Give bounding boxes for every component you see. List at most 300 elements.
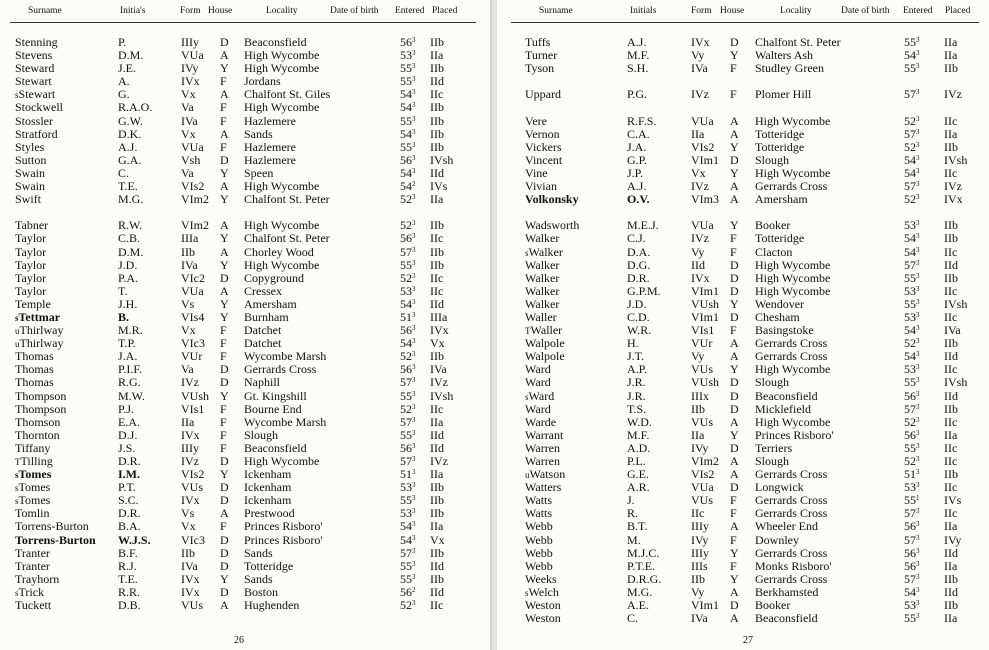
house-cell: A bbox=[220, 506, 229, 521]
status-prefix: u bbox=[525, 470, 530, 481]
entered-term: 3 bbox=[412, 402, 416, 411]
placed-cell: IId bbox=[430, 296, 444, 311]
surname-cell bbox=[15, 115, 53, 128]
entered-cell bbox=[400, 363, 416, 376]
locality-cell: Gt. Kingshill bbox=[244, 388, 307, 403]
placed-cell: IIb bbox=[430, 218, 444, 233]
locality-cell: Gerrards Cross bbox=[755, 493, 828, 508]
entered-cell bbox=[904, 298, 920, 311]
entered-term: 3 bbox=[412, 572, 416, 581]
entered-year: 54 bbox=[904, 231, 916, 246]
entered-term: 3 bbox=[916, 140, 920, 149]
status-prefix: s bbox=[15, 496, 19, 507]
placed-cell: IIa bbox=[944, 35, 958, 49]
initials-cell: C. bbox=[118, 165, 130, 180]
locality-cell: Wheeler End bbox=[755, 519, 818, 534]
placed-cell: IIa bbox=[430, 467, 444, 482]
house-cell: A bbox=[730, 113, 739, 128]
entered-term: 3 bbox=[412, 389, 416, 398]
locality-cell: Hughenden bbox=[244, 598, 300, 613]
initials-cell: R.J. bbox=[118, 558, 137, 573]
header-locality: Locality bbox=[266, 6, 298, 16]
placed-cell: IIb bbox=[944, 401, 958, 416]
initials-cell: W.R. bbox=[627, 323, 652, 338]
form-cell: IVz bbox=[691, 87, 709, 102]
placed-cell: IIc bbox=[430, 87, 444, 102]
placed-cell: IIb bbox=[944, 571, 958, 586]
surname-cell bbox=[15, 285, 46, 298]
initials-cell: J.D. bbox=[118, 257, 138, 272]
list-item bbox=[0, 141, 492, 154]
house-cell: F bbox=[220, 74, 227, 89]
house-cell: D bbox=[220, 375, 229, 390]
surname-text: Thomas bbox=[15, 362, 54, 377]
form-cell: IIIs bbox=[691, 558, 708, 573]
left-page bbox=[0, 0, 492, 650]
entered-year: 53 bbox=[904, 218, 916, 233]
form-cell: VIm1 bbox=[691, 283, 719, 298]
surname-text: Weeks bbox=[525, 571, 557, 586]
initials-cell: D.R. bbox=[118, 506, 141, 521]
surname-text: Walker bbox=[528, 244, 563, 259]
entered-year: 54 bbox=[400, 179, 412, 194]
locality-cell: Studley Green bbox=[755, 61, 824, 76]
form-cell: VIm1 bbox=[691, 309, 719, 324]
entered-year: 55 bbox=[904, 375, 916, 390]
entered-term: 3 bbox=[916, 49, 920, 58]
house-cell: D bbox=[220, 545, 229, 560]
surname-text: Vivian bbox=[525, 179, 557, 194]
entered-cell bbox=[400, 350, 416, 363]
surname-cell bbox=[525, 534, 553, 547]
initials-cell: C.D. bbox=[627, 309, 650, 324]
surname-cell bbox=[15, 62, 54, 75]
surname-text: Warren bbox=[525, 440, 561, 455]
form-cell: VIm2 bbox=[691, 454, 719, 468]
surname-text: Tabner bbox=[15, 218, 49, 233]
surname-text: Webb bbox=[525, 558, 553, 573]
form-cell: IIc bbox=[691, 506, 705, 521]
form-cell: IVz bbox=[691, 231, 709, 246]
initials-cell: P.T.E. bbox=[627, 558, 656, 573]
initials-cell: W.J.S. bbox=[118, 532, 151, 547]
status-prefix: s bbox=[15, 312, 19, 323]
list-item bbox=[0, 547, 492, 560]
form-cell: IIb bbox=[181, 545, 195, 560]
header-dob: Date of birth bbox=[330, 6, 379, 16]
status-prefix: s bbox=[15, 483, 19, 494]
house-cell: Y bbox=[730, 571, 739, 586]
entered-year: 54 bbox=[400, 165, 412, 180]
initials-cell: B.T. bbox=[627, 519, 648, 534]
entered-cell bbox=[904, 324, 920, 337]
house-cell: Y bbox=[220, 61, 229, 76]
house-cell: Y bbox=[220, 192, 229, 207]
form-cell: IIIa bbox=[181, 231, 199, 246]
surname-text: Tilling bbox=[20, 454, 53, 468]
locality-cell: Beaconsfield bbox=[755, 388, 818, 403]
entered-cell bbox=[904, 350, 920, 363]
initials-cell: J.H. bbox=[118, 296, 138, 311]
form-cell: IIb bbox=[691, 571, 705, 586]
surname-text: Thirlway bbox=[19, 323, 64, 338]
initials-cell: M.R. bbox=[118, 323, 143, 338]
form-cell: IIa bbox=[691, 427, 705, 442]
form-cell: IVx bbox=[181, 571, 200, 586]
house-cell: Y bbox=[220, 257, 229, 272]
status-prefix: s bbox=[15, 470, 19, 481]
placed-cell: IVa bbox=[944, 323, 961, 338]
house-cell: D bbox=[220, 454, 229, 468]
locality-cell: High Wycombe bbox=[755, 113, 831, 128]
form-cell: Vy bbox=[691, 349, 705, 364]
house-cell: A bbox=[220, 48, 229, 63]
locality-cell: Datchet bbox=[244, 323, 282, 338]
surname-cell bbox=[15, 128, 58, 141]
status-prefix: T bbox=[525, 326, 531, 337]
locality-cell: High Wycombe bbox=[755, 165, 831, 180]
house-cell: F bbox=[220, 336, 227, 351]
locality-cell: Gerrards Cross bbox=[755, 506, 828, 521]
entered-cell bbox=[904, 507, 920, 520]
entered-term: 3 bbox=[916, 324, 920, 333]
surname-text: Trick bbox=[18, 584, 45, 599]
initials-cell: M.W. bbox=[118, 388, 145, 403]
initials-cell: A.E. bbox=[627, 598, 649, 613]
entered-year: 55 bbox=[400, 113, 412, 128]
locality-cell: Booker bbox=[755, 218, 791, 233]
placed-cell: IIb bbox=[430, 61, 444, 76]
surname-cell bbox=[525, 219, 579, 232]
header-rule bbox=[10, 22, 476, 23]
form-cell: Vs bbox=[181, 296, 195, 311]
house-cell: Y bbox=[730, 165, 739, 180]
surname-cell bbox=[15, 101, 63, 114]
initials-cell: M.F. bbox=[627, 48, 650, 63]
initials-cell: S.C. bbox=[118, 493, 139, 508]
placed-cell: IIa bbox=[430, 48, 444, 63]
locality-cell: Gerrards Cross bbox=[755, 545, 828, 560]
surname-text: Trayhorn bbox=[15, 571, 60, 586]
initials-cell: T. bbox=[118, 283, 128, 298]
entered-year: 56 bbox=[400, 362, 412, 377]
surname-text: Walker bbox=[525, 257, 560, 272]
surname-text: Taylor bbox=[15, 244, 47, 259]
header-placed: Placed bbox=[945, 6, 971, 16]
form-cell: VIm1 bbox=[691, 598, 719, 613]
entered-cell bbox=[400, 468, 416, 481]
entered-cell bbox=[400, 154, 416, 167]
placed-cell: IIc bbox=[944, 506, 958, 521]
locality-cell: Chalfont St. Peter bbox=[244, 231, 330, 246]
locality-cell: Gerrards Cross bbox=[755, 336, 828, 351]
entered-year: 57 bbox=[400, 545, 412, 560]
locality-cell: Slough bbox=[755, 152, 790, 167]
surname-text: Tomes bbox=[18, 467, 52, 482]
surname-cell bbox=[525, 141, 562, 154]
surname-cell bbox=[525, 36, 550, 49]
house-cell: Y bbox=[730, 545, 739, 560]
form-cell: Vx bbox=[181, 87, 196, 102]
initials-cell: C.A. bbox=[627, 126, 650, 141]
surname-text: Tiffany bbox=[15, 440, 51, 455]
house-cell: D bbox=[730, 401, 739, 416]
house-cell: A bbox=[730, 611, 739, 626]
entered-cell bbox=[904, 429, 920, 442]
locality-cell: High Wycombe bbox=[755, 283, 831, 298]
placed-cell: IIb bbox=[944, 598, 958, 613]
form-cell: VIc3 bbox=[181, 532, 205, 547]
entered-term: 3 bbox=[916, 572, 920, 581]
list-item bbox=[497, 193, 989, 206]
entered-term: 3 bbox=[412, 533, 416, 542]
header-house: House bbox=[208, 6, 233, 16]
house-cell: A bbox=[730, 454, 739, 468]
form-cell: VUsh bbox=[691, 375, 720, 390]
entered-cell bbox=[904, 232, 920, 245]
initials-cell: P.T. bbox=[118, 480, 136, 495]
surname-text: Thomson bbox=[15, 414, 61, 429]
surname-cell bbox=[525, 272, 559, 285]
locality-cell: Walters Ash bbox=[755, 48, 814, 63]
form-cell: IIIx bbox=[691, 388, 709, 403]
entered-cell bbox=[904, 219, 920, 232]
form-cell: IVy bbox=[691, 532, 709, 547]
surname-text: Ward bbox=[525, 362, 551, 377]
entered-cell bbox=[400, 298, 416, 311]
entered-term: 3 bbox=[412, 363, 416, 372]
entered-year: 54 bbox=[904, 584, 916, 599]
initials-cell: D.G. bbox=[627, 257, 651, 272]
entered-term: 3 bbox=[916, 389, 920, 398]
house-cell: F bbox=[220, 519, 227, 534]
header-initials: Initials bbox=[630, 6, 657, 16]
entered-year: 56 bbox=[400, 440, 412, 455]
placed-cell: IIc bbox=[430, 270, 444, 285]
surname-text: Tomes bbox=[18, 493, 51, 508]
placed-cell: IIb bbox=[430, 113, 444, 128]
initials-cell: S.H. bbox=[627, 61, 649, 76]
placed-cell: IIb bbox=[430, 139, 444, 154]
list-item bbox=[0, 403, 492, 416]
initials-cell: J. bbox=[627, 493, 635, 508]
entered-cell bbox=[400, 285, 416, 298]
header-dob: Date of birth bbox=[841, 6, 890, 16]
entered-cell bbox=[904, 259, 920, 272]
surname-cell bbox=[15, 219, 48, 232]
header-surname: Surname bbox=[539, 6, 573, 16]
entered-year: 57 bbox=[904, 126, 916, 141]
initials-cell: B.F. bbox=[118, 545, 138, 560]
form-cell: Vy bbox=[691, 48, 705, 63]
house-cell: A bbox=[730, 414, 739, 429]
house-cell: F bbox=[730, 323, 737, 338]
locality-cell: Chalfont St. Peter bbox=[755, 35, 841, 49]
surname-text: Thompson bbox=[15, 401, 67, 416]
entered-term: 3 bbox=[916, 507, 920, 516]
locality-cell: Totteridge bbox=[755, 126, 805, 141]
placed-cell: IId bbox=[430, 440, 444, 455]
form-cell: IIIy bbox=[181, 440, 199, 455]
locality-cell: Chesham bbox=[755, 309, 800, 324]
initials-cell: D.B. bbox=[118, 598, 141, 613]
form-cell: IVx bbox=[181, 584, 200, 599]
entered-term: 3 bbox=[916, 402, 920, 411]
initials-cell: B. bbox=[118, 309, 130, 324]
entered-term: 3 bbox=[412, 193, 416, 202]
surname-cell bbox=[525, 363, 551, 376]
surname-text: Torrens-Burton bbox=[15, 532, 96, 547]
initials-cell: R. bbox=[627, 506, 639, 521]
entered-cell bbox=[904, 180, 920, 193]
surname-cell bbox=[525, 442, 560, 455]
entered-cell bbox=[400, 232, 416, 245]
placed-cell: IIb bbox=[430, 244, 444, 259]
entered-cell bbox=[904, 141, 920, 154]
entered-term: 3 bbox=[412, 376, 416, 385]
entered-cell bbox=[904, 128, 920, 141]
house-cell: A bbox=[730, 519, 739, 534]
placed-cell: IVsh bbox=[430, 152, 454, 167]
surname-cell bbox=[525, 193, 579, 206]
entered-year: 52 bbox=[904, 113, 916, 128]
header-rule bbox=[511, 22, 979, 23]
initials-cell: J.A. bbox=[627, 139, 647, 154]
entered-cell bbox=[400, 429, 416, 442]
surname-text: Swift bbox=[15, 192, 42, 207]
placed-cell: IId bbox=[430, 558, 444, 573]
entered-year: 55 bbox=[400, 74, 412, 89]
list-item bbox=[0, 101, 492, 114]
entered-cell bbox=[400, 141, 416, 154]
locality-cell: Sands bbox=[244, 571, 273, 586]
placed-cell: IIb bbox=[944, 270, 958, 285]
entered-term: 3 bbox=[412, 507, 416, 516]
entered-cell bbox=[904, 193, 920, 206]
initials-cell: J.D. bbox=[627, 296, 647, 311]
status-prefix: s bbox=[525, 587, 529, 598]
entered-cell bbox=[400, 547, 416, 560]
entered-year: 54 bbox=[904, 244, 916, 259]
entered-cell bbox=[904, 272, 920, 285]
entered-year: 52 bbox=[904, 192, 916, 207]
locality-cell: Totteridge bbox=[755, 231, 805, 246]
house-cell: D bbox=[730, 598, 739, 613]
entered-cell bbox=[904, 62, 920, 75]
entered-year: 55 bbox=[400, 571, 412, 586]
house-cell: Y bbox=[730, 362, 739, 377]
placed-cell: IIb bbox=[944, 139, 958, 154]
entered-cell bbox=[400, 403, 416, 416]
locality-cell: High Wycombe bbox=[755, 270, 831, 285]
initials-cell: M.G. bbox=[118, 192, 144, 207]
surname-text: Warde bbox=[525, 414, 557, 429]
surname-text: Thompson bbox=[15, 388, 67, 403]
surname-text: Stenning bbox=[15, 35, 58, 49]
house-cell: D bbox=[220, 35, 229, 49]
house-cell: F bbox=[220, 349, 227, 364]
entered-year: 56 bbox=[904, 519, 916, 534]
house-cell: D bbox=[730, 283, 739, 298]
initials-cell: G.E. bbox=[627, 467, 649, 482]
entered-term: 3 bbox=[412, 310, 416, 319]
form-cell: VUa bbox=[181, 48, 204, 63]
initials-cell: T.E. bbox=[118, 571, 138, 586]
surname-cell bbox=[15, 298, 51, 311]
surname-text: Walpole bbox=[525, 336, 565, 351]
house-cell: A bbox=[730, 467, 739, 482]
surname-text: Watts bbox=[525, 506, 553, 521]
form-cell: VIm1 bbox=[691, 152, 719, 167]
entered-term: 3 bbox=[412, 114, 416, 123]
initials-cell: A. bbox=[118, 74, 130, 89]
placed-cell: IIb bbox=[944, 336, 958, 351]
locality-cell: High Wycombe bbox=[244, 100, 320, 115]
entered-cell bbox=[904, 455, 920, 468]
placed-cell: IIc bbox=[944, 165, 958, 180]
locality-cell: Plomer Hill bbox=[755, 87, 812, 102]
entered-term: 3 bbox=[412, 520, 416, 529]
house-cell: Y bbox=[730, 48, 739, 63]
surname-text: Vere bbox=[525, 113, 547, 128]
entered-term: 3 bbox=[412, 481, 416, 490]
entered-year: 55 bbox=[400, 139, 412, 154]
entered-cell bbox=[904, 494, 920, 507]
header-house: House bbox=[720, 6, 745, 16]
entered-term: 3 bbox=[916, 232, 920, 241]
entered-year: 56 bbox=[400, 231, 412, 246]
surname-cell bbox=[525, 337, 565, 350]
placed-cell: IId bbox=[944, 584, 958, 599]
locality-cell: Sands bbox=[244, 126, 273, 141]
entered-year: 57 bbox=[904, 571, 916, 586]
entered-term: 3 bbox=[916, 546, 920, 555]
form-cell: IId bbox=[691, 257, 705, 272]
entered-year: 52 bbox=[904, 336, 916, 351]
entered-year: 51 bbox=[400, 309, 412, 324]
initials-cell: P.G. bbox=[627, 87, 648, 102]
surname-cell bbox=[525, 481, 561, 494]
initials-cell: G.P. bbox=[627, 152, 648, 167]
initials-cell: H. bbox=[627, 336, 639, 351]
house-cell: D bbox=[730, 309, 739, 324]
surname-text: Stossler bbox=[15, 113, 54, 128]
form-cell: Va bbox=[181, 100, 194, 115]
list-item bbox=[0, 272, 492, 285]
placed-cell: IId bbox=[430, 427, 444, 442]
right-page bbox=[497, 0, 989, 650]
initials-cell: D.A. bbox=[627, 244, 651, 259]
form-cell: IIb bbox=[181, 244, 195, 259]
surname-cell bbox=[15, 193, 41, 206]
initials-cell: B.A. bbox=[118, 519, 141, 534]
initials-cell: J.T. bbox=[627, 349, 645, 364]
entered-year: 56 bbox=[904, 558, 916, 573]
initials-cell: M.G. bbox=[627, 584, 653, 599]
placed-cell: IIa bbox=[944, 611, 958, 626]
entered-term: 2 bbox=[412, 585, 416, 594]
surname-cell bbox=[15, 390, 66, 403]
entered-term: 3 bbox=[916, 441, 920, 450]
locality-cell: Jordans bbox=[244, 74, 281, 89]
locality-cell: Beaconsfield bbox=[244, 440, 307, 455]
entered-year: 55 bbox=[400, 427, 412, 442]
form-cell: VIs1 bbox=[181, 401, 205, 416]
initials-cell: R.A.O. bbox=[118, 100, 153, 115]
placed-cell: IIa bbox=[944, 427, 958, 442]
entered-year: 57 bbox=[904, 401, 916, 416]
entered-cell bbox=[904, 311, 920, 324]
